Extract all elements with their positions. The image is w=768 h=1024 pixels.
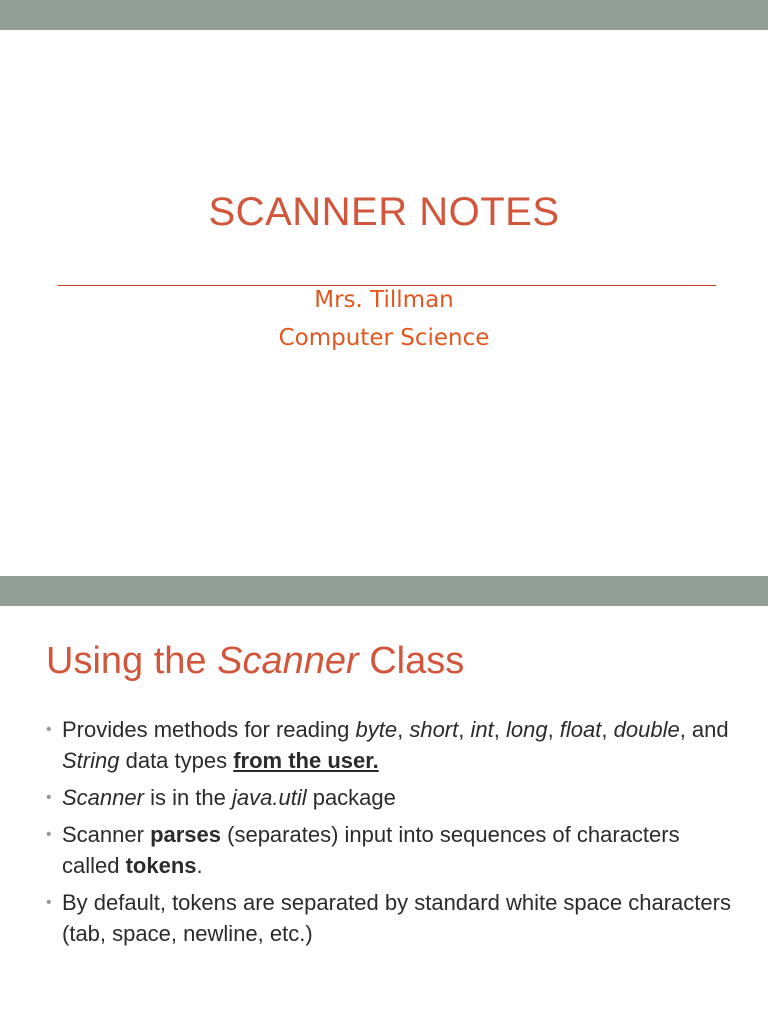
type-long: long (505, 717, 548, 742)
bullet-item (46, 819, 736, 881)
bullet-dot-icon: • (46, 789, 52, 806)
type-int: int (470, 717, 494, 742)
slide-header-bar (0, 576, 768, 606)
bullet-dot-icon: • (46, 894, 52, 911)
slide-heading (46, 640, 464, 683)
bullet-text: Scanner (62, 822, 151, 847)
heading-prefix: Using the (46, 640, 218, 682)
bullet-text: , (397, 717, 410, 742)
slide-title: SCANNER NOTES (208, 190, 560, 234)
heading-suffix: Class (358, 640, 465, 682)
type-string: String (62, 748, 120, 773)
term-tokens: tokens (125, 853, 197, 878)
bullet-list (46, 714, 736, 955)
author-name: Mrs. Tillman (314, 287, 454, 313)
bullet-text: package (306, 785, 396, 810)
heading-italic-word: Scanner (217, 640, 359, 682)
type-float: float (559, 717, 602, 742)
package-name: java.util (232, 785, 307, 810)
bullet-text: (separates) input into sequences of characters called (62, 822, 680, 878)
emphasis-text: from the user. (233, 748, 379, 773)
bullet-item (46, 782, 736, 813)
bullet-text: By default, tokens are separated by standard white space characters (tab, space, newline, etc.) (62, 890, 731, 946)
type-short: short (409, 717, 459, 742)
bullet-text: data types (119, 748, 234, 773)
bullet-text: . (196, 853, 203, 878)
bullet-text: , and (679, 717, 729, 742)
type-double: double (613, 717, 680, 742)
course-name: Computer Science (278, 325, 490, 351)
slide-header-bar (0, 0, 768, 30)
bullet-dot-icon: • (46, 721, 52, 738)
bullet-text: , (601, 717, 614, 742)
class-name: Scanner (62, 785, 144, 810)
bullet-dot-icon: • (46, 826, 52, 843)
bullet-item (46, 887, 736, 949)
type-byte: byte (355, 717, 398, 742)
bullet-text: Provides methods for reading (62, 717, 356, 742)
bullet-text: , (547, 717, 560, 742)
bullet-text: , (458, 717, 471, 742)
bullet-text: , (493, 717, 506, 742)
title-divider (58, 285, 716, 286)
bullet-text: is in the (143, 785, 232, 810)
bullet-item (46, 714, 736, 776)
term-parses: parses (150, 822, 222, 847)
